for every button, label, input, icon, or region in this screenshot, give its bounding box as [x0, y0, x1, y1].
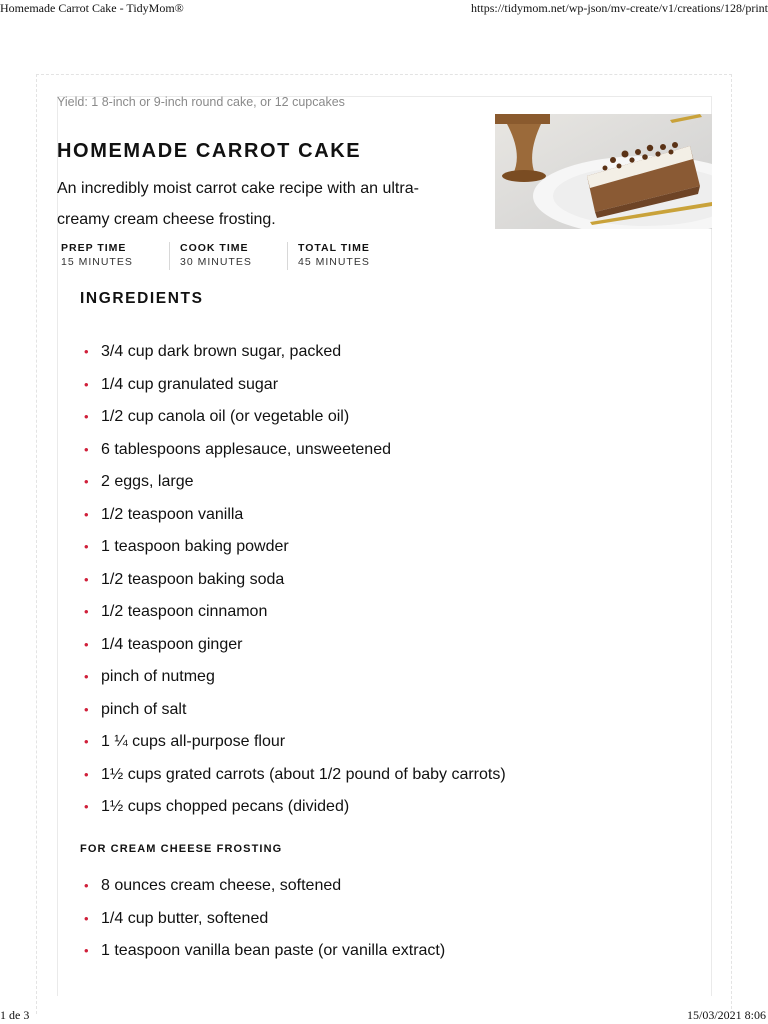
list-item: • 1½ cups grated carrots (about 1/2 pound of baby carrots) — [80, 759, 506, 792]
ingredients-list — [80, 336, 506, 824]
recipe-summary: An incredibly moist carrot cake recipe with an ultra-creamy cream cheese frosting. — [57, 180, 419, 228]
bullet-icon: • — [84, 943, 89, 958]
list-item: • pinch of salt — [80, 694, 506, 727]
list-item: • 1 teaspoon baking powder — [80, 531, 506, 564]
total-time-label: TOTAL TIME — [298, 242, 370, 254]
list-item: • 1/2 teaspoon baking soda — [80, 564, 506, 597]
prep-time-value: 15 MINUTES — [61, 256, 133, 268]
bullet-icon: • — [84, 910, 89, 926]
list-item: • 1/4 teaspoon ginger — [80, 629, 506, 662]
bullet-icon: • — [84, 571, 89, 587]
list-item: • 1/4 cup granulated sugar — [80, 369, 506, 402]
prep-time — [61, 242, 169, 268]
print-header — [0, 0, 768, 18]
cook-time-label: COOK TIME — [180, 242, 249, 254]
cook-time — [169, 242, 287, 268]
cook-time-value: 30 MINUTES — [180, 256, 252, 268]
carrot-cake-photo-icon — [495, 114, 712, 229]
list-item: • 8 ounces cream cheese, softened — [80, 870, 445, 903]
bullet-icon: • — [84, 506, 89, 522]
list-item: • 1 ¼ cups all-purpose flour — [80, 726, 506, 759]
recipe-yield: Yield: 1 8-inch or 9-inch round cake, or 12 cupcakes — [57, 95, 345, 109]
bullet-icon: • — [84, 441, 89, 457]
list-item: • 1/2 cup canola oil (or vegetable oil) — [80, 401, 506, 434]
list-item: • pinch of nutmeg — [80, 661, 506, 694]
bullet-icon: • — [84, 669, 89, 684]
list-item: • 1/2 teaspoon cinnamon — [80, 596, 506, 629]
print-page-title: Homemade Carrot Cake - TidyMom® — [0, 1, 184, 15]
bullet-icon: • — [84, 878, 89, 893]
recipe-photo — [495, 114, 712, 229]
page-number: 1 de 3 — [0, 1008, 30, 1022]
prep-time-label: PREP TIME — [61, 242, 127, 254]
list-item: • 3/4 cup dark brown sugar, packed — [80, 336, 506, 369]
total-time — [287, 242, 398, 268]
bullet-icon: • — [84, 344, 89, 359]
print-datetime: 15/03/2021 8:06 — [686, 1008, 766, 1022]
recipe-title: HOMEMADE CARROT CAKE — [57, 140, 362, 162]
bullet-icon: • — [84, 636, 89, 652]
bullet-icon: • — [84, 474, 89, 489]
list-item: • 1/2 teaspoon vanilla — [80, 499, 506, 532]
list-item: • 2 eggs, large — [80, 466, 506, 499]
bullet-icon: • — [84, 701, 89, 717]
recipe-times — [61, 242, 398, 268]
frosting-heading: FOR CREAM CHEESE FROSTING — [80, 843, 283, 855]
list-item: • 1 teaspoon vanilla bean paste (or vanilla extract) — [80, 935, 445, 968]
frosting-list — [80, 870, 445, 968]
bullet-icon: • — [84, 734, 89, 749]
ingredients-heading: INGREDIENTS — [80, 290, 204, 307]
list-item: • 1½ cups chopped pecans (divided) — [80, 791, 506, 824]
print-page-url[interactable]: https://tidymom.net/wp-json/mv-create/v1/creations/128/print — [471, 1, 768, 15]
total-time-value: 45 MINUTES — [298, 256, 370, 268]
bullet-icon: • — [84, 766, 89, 782]
bullet-icon: • — [84, 409, 89, 424]
list-item: • 6 tablespoons applesauce, unsweetened — [80, 434, 506, 467]
bullet-icon: • — [84, 376, 89, 392]
bullet-icon: • — [84, 539, 89, 554]
list-item: • 1/4 cup butter, softened — [80, 903, 445, 936]
bullet-icon: • — [84, 799, 89, 814]
print-footer — [0, 1006, 768, 1024]
bullet-icon: • — [84, 604, 89, 619]
